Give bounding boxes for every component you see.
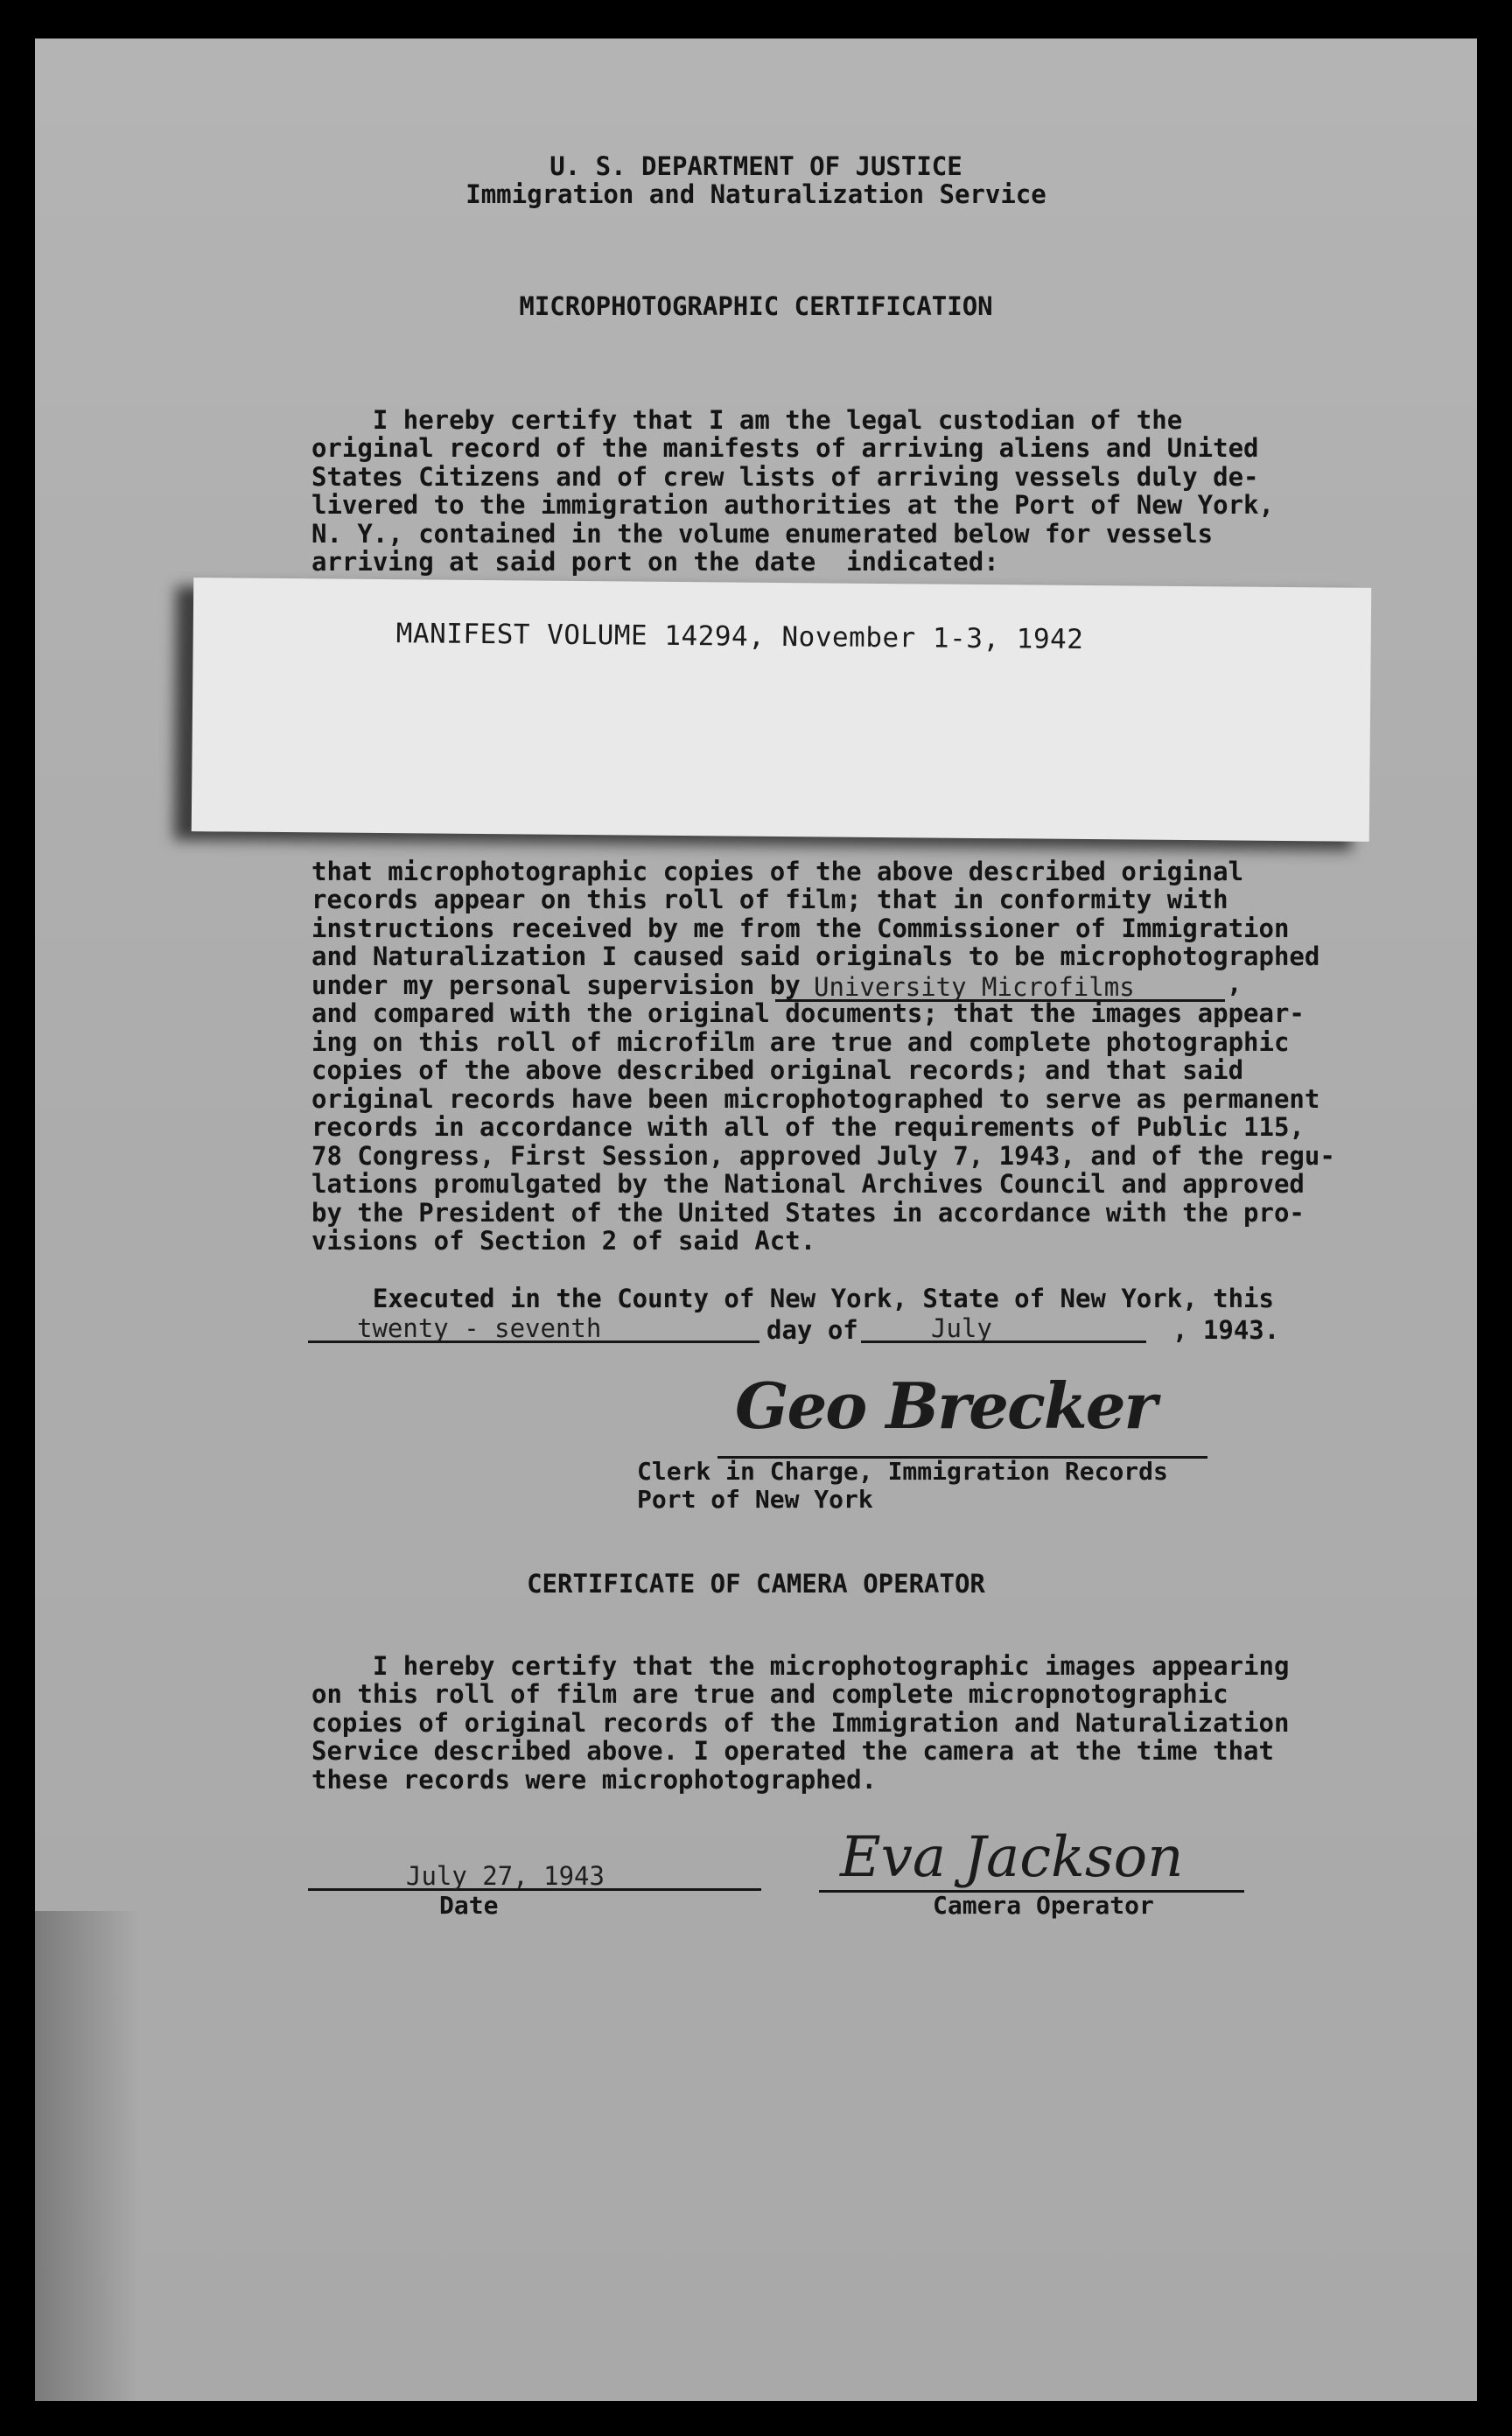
date-field: July 27, 1943: [308, 1858, 761, 1891]
intro-line: N. Y., contained in the volume enumerated below for vessels: [312, 519, 1214, 549]
body-line: visions of Section 2 of said Act.: [312, 1226, 816, 1256]
intro-line: I hereby certify that I am the legal custodian of the: [312, 405, 1183, 435]
service-heading: Immigration and Naturalization Service: [466, 179, 1046, 209]
body-line: and Naturalization I caused said originals to be microphotographed: [312, 942, 1320, 971]
camera-line: these records were microphotographed.: [312, 1765, 878, 1795]
manifest-strip: [192, 578, 1371, 842]
body-line: by the President of the United States in accordance with the pro-: [312, 1198, 1305, 1228]
day-field: twenty - seventh: [308, 1311, 760, 1343]
body-line: 78 Congress, First Session, approved July 7, 1943, and of the regu-: [312, 1141, 1335, 1171]
year-text: , 1943.: [1172, 1315, 1280, 1345]
intro-line: States Citizens and of crew lists of arriving vessels duly de-: [312, 462, 1259, 492]
intro-line: livered to the immigration authorities at the Port of New York,: [312, 490, 1274, 520]
body-line: and compared with the original documents; that the images appear-: [312, 998, 1305, 1028]
clerk-title: Clerk in Charge, Immigration Records: [637, 1457, 1168, 1486]
body-line: instructions received by me from the Commissioner of Immigration: [312, 914, 1290, 943]
document-sheet: [35, 38, 1477, 2401]
certification-title: MICROPHOTOGRAPHIC CERTIFICATION: [519, 291, 993, 321]
clerk-port: Port of New York: [637, 1485, 873, 1514]
operator-label: Camera Operator: [933, 1891, 1154, 1920]
body-line: records appear on this roll of film; that in conformity with: [312, 885, 1228, 914]
intro-line: original record of the manifests of arriving aliens and United: [312, 433, 1259, 463]
body-line: copies of the above described original records; and that said: [312, 1055, 1244, 1085]
body-line: under my personal supervision by: [312, 970, 801, 1000]
executed-line: Executed in the County of New York, State of New York, this: [312, 1284, 1274, 1313]
date-label: Date: [439, 1891, 499, 1920]
operator-signature: Eva Jackson: [840, 1825, 1184, 1890]
camera-line: Service described above. I operated the camera at the time that: [312, 1736, 1274, 1766]
camera-line: copies of original records of the Immigration and Naturalization: [312, 1708, 1290, 1738]
body-line: ing on this roll of microfilm are true and complete photographic: [312, 1027, 1290, 1057]
clerk-signature: Geo Brecker: [735, 1368, 1156, 1443]
body-line: lations promulgated by the National Archives Council and approved: [312, 1169, 1305, 1199]
agency-heading: U. S. DEPARTMENT OF JUSTICE: [550, 151, 962, 181]
comma: ,: [1227, 969, 1242, 998]
supervisor-field: University Microfilms: [775, 970, 1225, 1002]
manifest-volume: MANIFEST VOLUME 14294, November 1-3, 1942: [396, 618, 1084, 656]
camera-title: CERTIFICATE OF CAMERA OPERATOR: [527, 1569, 985, 1599]
body-line: original records have been microphotographed to serve as permanent: [312, 1084, 1320, 1114]
camera-line: on this roll of film are true and complete micropnotographic: [312, 1679, 1228, 1709]
month-field: July: [861, 1311, 1146, 1343]
body-line: records in accordance with all of the requirements of Public 115,: [312, 1112, 1305, 1142]
intro-line: arriving at said port on the date indicated:: [312, 547, 999, 577]
page-shadow: [35, 1911, 140, 2401]
day-of-label: day of: [766, 1315, 858, 1345]
body-line: that microphotographic copies of the above described original: [312, 857, 1244, 886]
camera-line: I hereby certify that the microphotographic images appearing: [312, 1651, 1290, 1681]
